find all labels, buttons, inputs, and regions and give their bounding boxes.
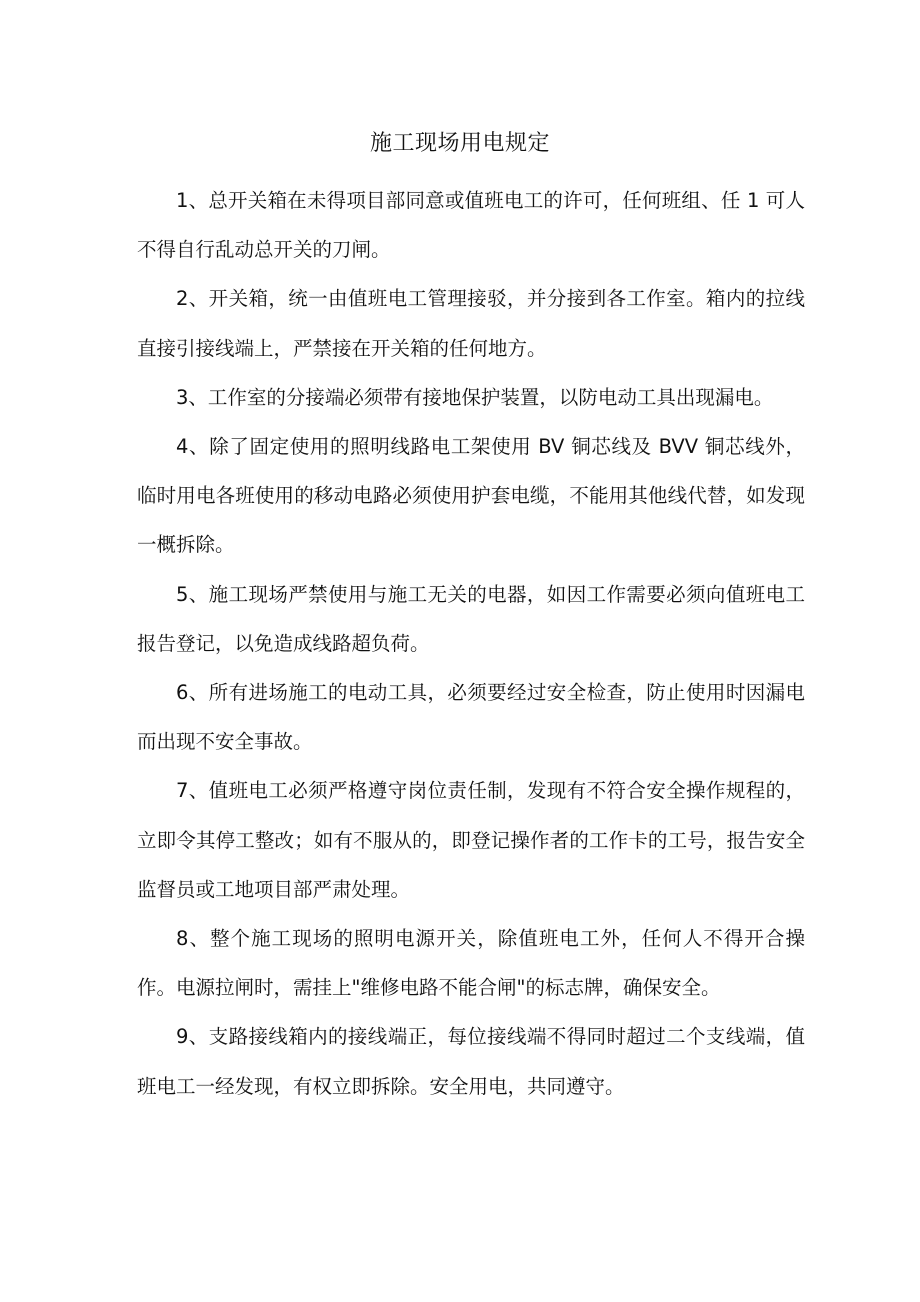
document-title: 施工现场用电规定: [369, 131, 550, 156]
rule-paragraph-2: 2、开关箱，统一由值班电工管理接驳，并分接到各工作室。箱内的拉线直接引接线端上，严禁接在开关箱的任何地方。: [137, 287, 805, 360]
rule-paragraph-1: 1、总开关箱在未得项目部同意或值班电工的许可，任何班组、任 1 可人不得自行乱动总开关的刀闸。: [137, 189, 805, 262]
rule-paragraph-4: 4、除了固定使用的照明线路电工架使用 BV 铜芯线及 BVV 铜芯线外，临时用电各班使用的移动电路必须使用护套电缆，不能用其他线代替，如发现一概拆除。: [137, 435, 805, 557]
rule-paragraph-6: 6、所有进场施工的电动工具，必须要经过安全检查，防止使用时因漏电而出现不安全事故。: [137, 681, 805, 754]
rule-paragraph-7: 7、值班电工必须严格遵守岗位责任制，发现有不符合安全操作规程的，立即令其停工整改；如有不服从的，即登记操作者的工作卡的工号，报告安全监督员或工地项目部严肃处理。: [137, 779, 805, 901]
rule-paragraph-3: 3、工作室的分接端必须带有接地保护装置，以防电动工具出现漏电。: [176, 385, 774, 409]
rule-paragraph-9: 9、支路接线箱内的接线端正，每位接线端不得同时超过二个支线端，值班电工一经发现，有权立即拆除。安全用电，共同遵守。: [137, 1025, 805, 1098]
rule-paragraph-5: 5、施工现场严禁使用与施工无关的电器，如因工作需要必须向值班电工报告登记，以免造成线路超负荷。: [137, 582, 805, 655]
document-body: [137, 176, 805, 1111]
rule-paragraph-8: 8、整个施工现场的照明电源开关，除值班电工外，任何人不得开合操作。电源拉闸时，需挂上"维修电路不能合闸"的标志牌，确保安全。: [137, 927, 805, 1000]
